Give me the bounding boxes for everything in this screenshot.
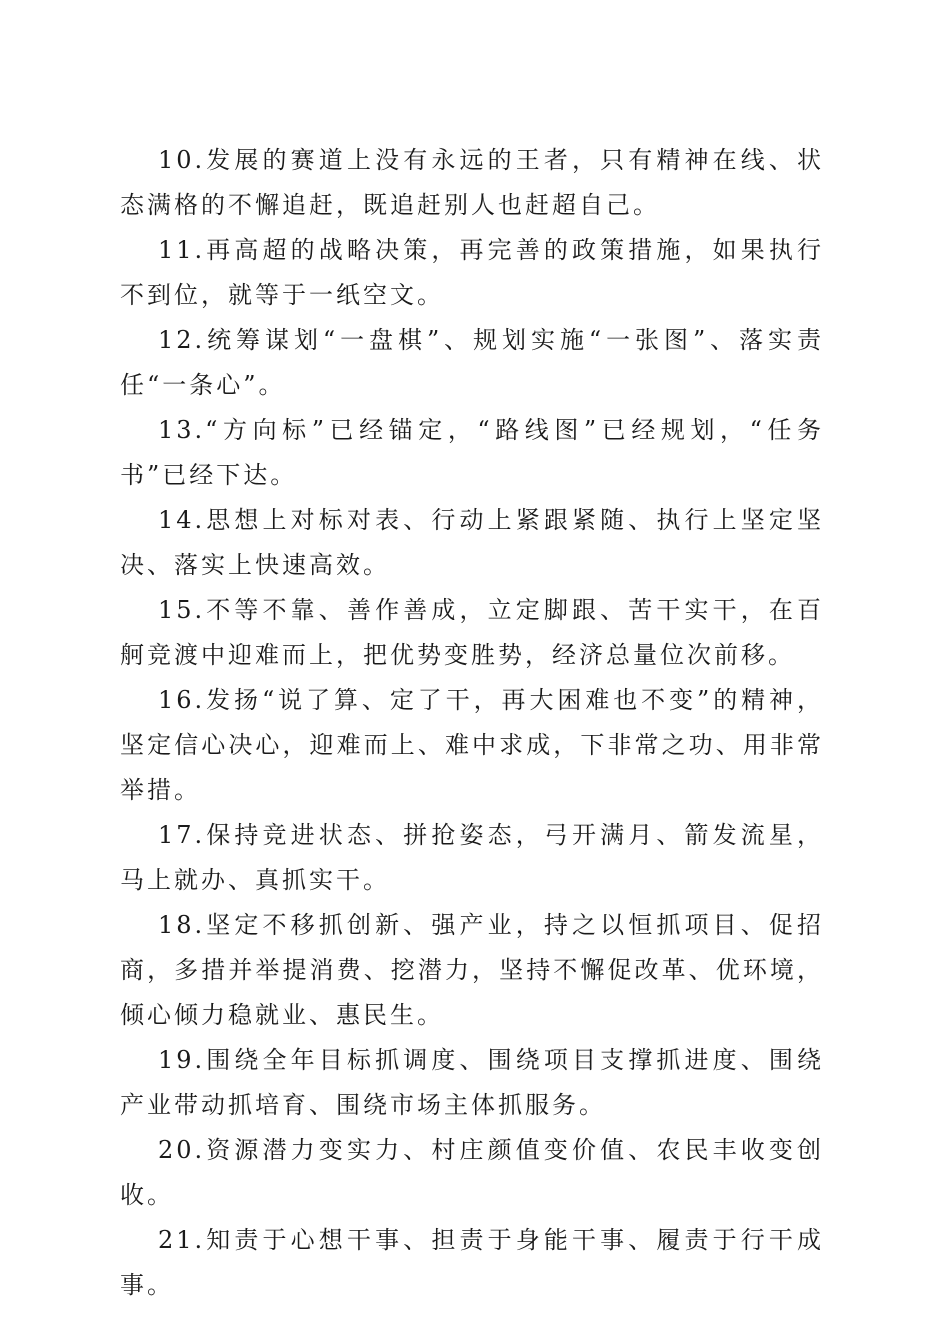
list-item-12: 12.统筹谋划“一盘棋”、规划实施“一张图”、落实责任“一条心”。 [120,326,824,399]
list-item-10: 10.发展的赛道上没有永远的王者，只有精神在线、状态满格的不懈追赶，既追赶别人也赶超自己。 [120,146,824,219]
list-item-17: 17.保持竞进状态、拼抢姿态，弓开满月、箭发流星，马上就办、真抓实干。 [120,821,824,894]
list-item-18: 18.坚定不移抓创新、强产业，持之以恒抓项目、促招商，多措并举提消费、挖潜力，坚持不懈促改革、优环境，倾心倾力稳就业、惠民生。 [120,911,824,1029]
list-item-14: 14.思想上对标对表、行动上紧跟紧随、执行上坚定坚决、落实上快速高效。 [120,506,824,579]
list-item-19: 19.围绕全年目标抓调度、围绕项目支撑抓进度、围绕产业带动抓培育、围绕市场主体抓服务。 [120,1046,824,1119]
list-item-21: 21.知责于心想干事、担责于身能干事、履责于行干成事。 [120,1226,824,1299]
list-item-20: 20.资源潜力变实力、村庄颜值变价值、农民丰收变创收。 [120,1136,824,1209]
list-item-11: 11.再高超的战略决策，再完善的政策措施，如果执行不到位，就等于一纸空文。 [120,236,824,309]
list-item-13: 13.“方向标”已经锚定，“路线图”已经规划，“任务书”已经下达。 [120,416,824,489]
document-body [120,138,824,1308]
list-item-15: 15.不等不靠、善作善成，立定脚跟、苦干实干，在百舸竞渡中迎难而上，把优势变胜势，经济总量位次前移。 [120,596,824,669]
list-item-16: 16.发扬“说了算、定了干，再大困难也不变”的精神，坚定信心决心，迎难而上、难中求成，下非常之功、用非常举措。 [120,686,824,804]
